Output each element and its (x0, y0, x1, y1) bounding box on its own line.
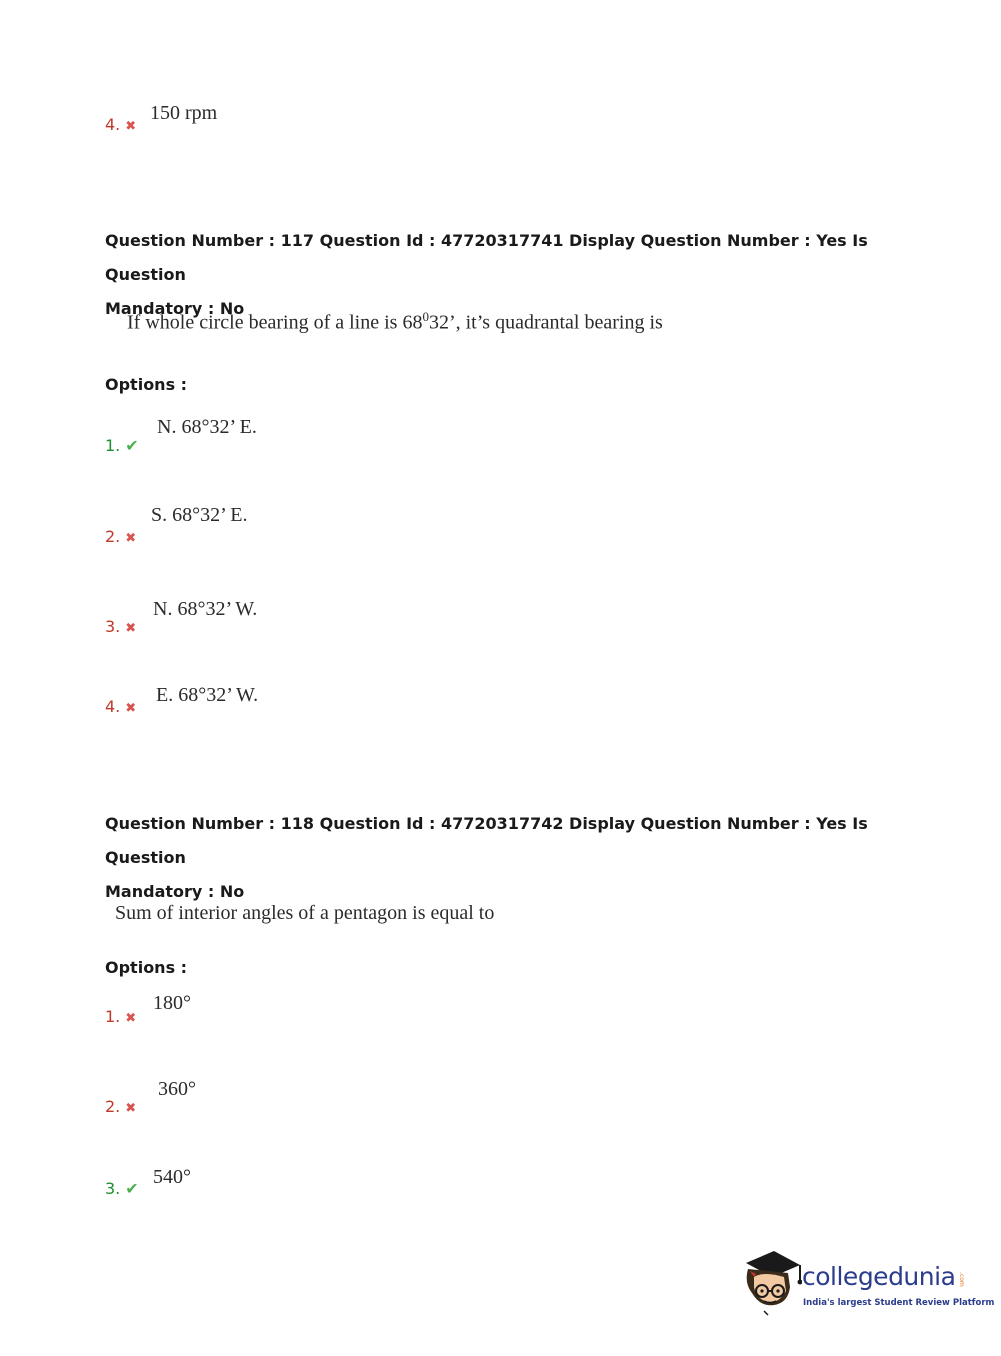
check-icon: ✔ (125, 436, 139, 455)
option-text: 180° (153, 992, 191, 1014)
question-text: If whole circle bearing of a line is $68^032$’, it’s quadrantal bearing is (127, 309, 663, 334)
option-text: S. 68°32’ E. (151, 504, 248, 526)
cross-icon: ✖ (125, 531, 137, 546)
option-text: 540° (153, 1166, 191, 1188)
option-text: N. 68°32’ W. (153, 598, 258, 620)
option-number: 4. ✖ (105, 115, 137, 134)
option-text: N. 68°32’ E. (157, 416, 257, 438)
question-header: Question Number : 117 Question Id : 47720317741 Display Question Number : Yes Is Question Mandatory : No (105, 231, 868, 318)
option-number: 1. ✖ (105, 1007, 137, 1026)
option-number: 4. ✖ (105, 697, 137, 716)
option-number: 3. ✔ (105, 1179, 139, 1198)
option-number: 3. ✖ (105, 617, 137, 636)
cross-icon: ✖ (125, 621, 137, 636)
cross-icon: ✖ (125, 119, 137, 134)
option-number: 2. ✖ (105, 527, 137, 546)
brand-suffix: .com (958, 1272, 965, 1287)
cross-icon: ✖ (125, 1101, 137, 1116)
cross-icon: ✖ (125, 701, 137, 716)
question-header: Question Number : 118 Question Id : 47720317742 Display Question Number : Yes Is Question Mandatory : No (105, 814, 868, 901)
option-text: 360° (158, 1078, 196, 1100)
options-label: Options : (105, 375, 188, 394)
option-number: 1. ✔ (105, 436, 139, 455)
brand-name: collegedunia (802, 1262, 956, 1291)
mascot-logo-icon (740, 1247, 802, 1317)
question-text: Sum of interior angles of a pentagon is equal to (115, 902, 495, 924)
option-text: E. 68°32’ W. (156, 684, 259, 706)
brand-tagline: India's largest Student Review Platform (803, 1298, 995, 1308)
cross-icon: ✖ (125, 1011, 137, 1026)
option-number: 2. ✖ (105, 1097, 137, 1116)
options-label: Options : (105, 958, 188, 977)
check-icon: ✔ (125, 1179, 139, 1198)
option-text: 150 rpm (150, 102, 218, 124)
